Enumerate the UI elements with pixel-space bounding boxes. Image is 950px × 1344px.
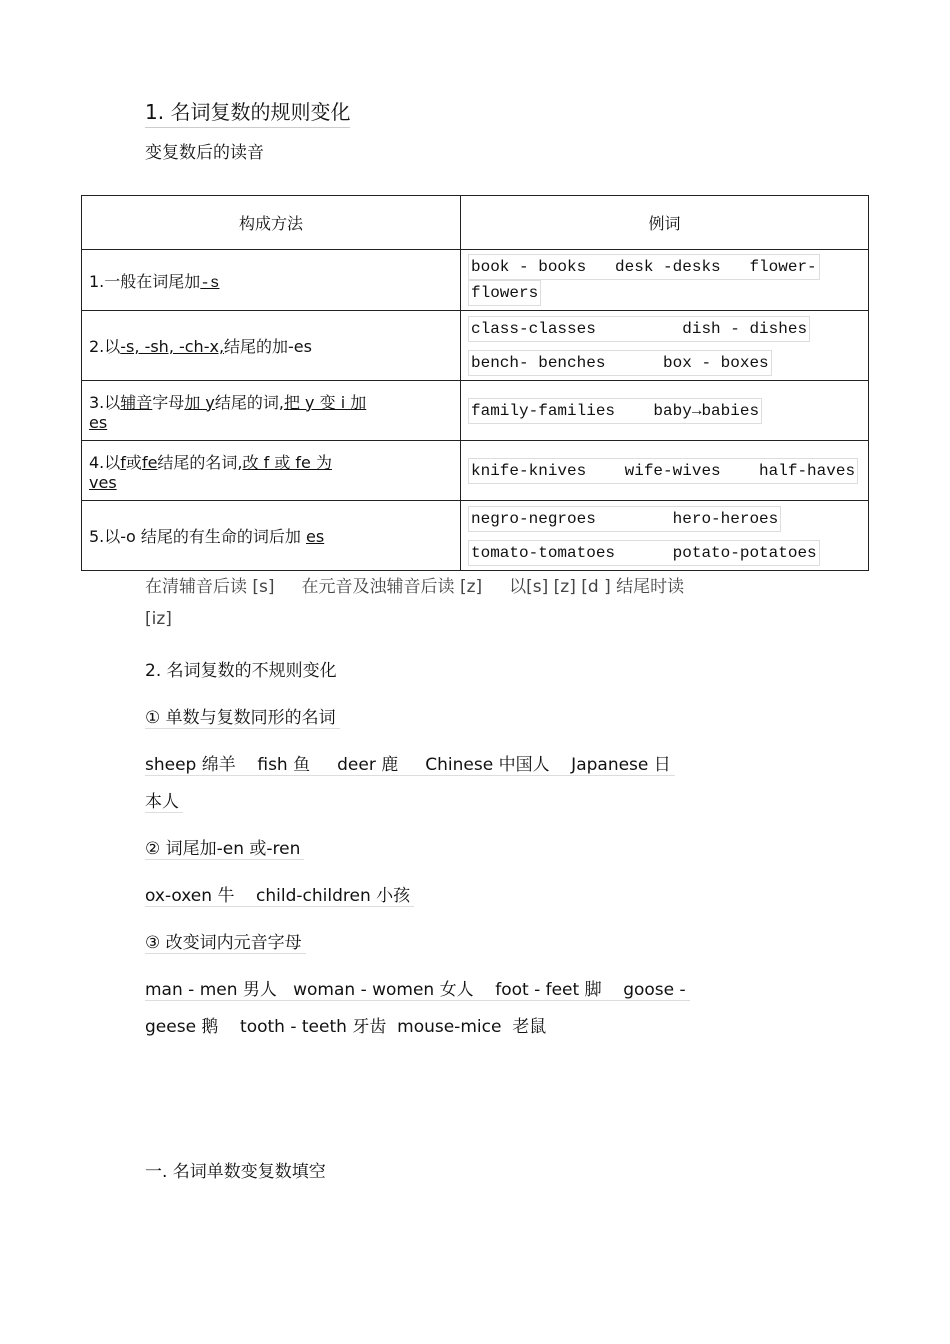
table-row (82, 381, 869, 441)
table-row (82, 501, 869, 571)
pronunciation-rule-line-cont: [iz] (145, 609, 172, 629)
en-ren-examples-line: ox-oxen 牛 child-children 小孩 (145, 881, 414, 907)
table-row (82, 311, 869, 381)
subsection2-title: ② 词尾加-en 或-ren (145, 834, 304, 860)
rule-cell: 4.以f或fe结尾的名词,改 f 或 fe 为 ves (82, 441, 461, 501)
vowel-change-examples-line: man - men 男人 woman - women 女人 foot - feet 脚 goose - (145, 975, 690, 1001)
same-form-examples-line: sheep 绵羊 fish 鱼 deer 鹿 Chinese 中国人 Japanese 日 (145, 750, 675, 776)
pronunciation-subheading: 变复数后的读音 (145, 143, 264, 163)
examples-cell: family-families baby→babies (461, 381, 869, 441)
pronunciation-rule-line: 在清辅音后读 [s] 在元音及浊辅音后读 [z] 以[s] [z] [d ] 结尾时读 (145, 577, 685, 597)
exercise-title: 一. 名词单数变复数填空 (145, 1162, 326, 1182)
table-header-row (82, 196, 869, 250)
examples-cell: negro-negroes hero-heroes tomato-tomatoes potato-potatoes (461, 501, 869, 571)
table-row (82, 250, 869, 311)
examples-cell: knife-knives wife-wives half-haves (461, 441, 869, 501)
rule-cell: 3.以辅音字母加 y结尾的词,把 y 变 i 加 es (82, 381, 461, 441)
plural-rules-table (81, 195, 869, 571)
section2-title: 2. 名词复数的不规则变化 (145, 661, 337, 681)
table-row (82, 441, 869, 501)
subsection3-title: ③ 改变词内元音字母 (145, 928, 306, 954)
page-title: 1. 名词复数的规则变化 (145, 96, 350, 128)
examples-cell: class-classes dish - dishes bench- benches box - boxes (461, 311, 869, 381)
subsection1-title: ① 单数与复数同形的名词 (145, 703, 340, 729)
rule-cell: 5.以-o 结尾的有生命的词后加 es (82, 501, 461, 571)
rule-cell: 1.一般在词尾加-s (82, 250, 461, 311)
rule-cell: 2.以-s, -sh, -ch-x,结尾的加-es (82, 311, 461, 381)
examples-cell: book - books desk -desks flower- flowers (461, 250, 869, 311)
header-examples: 例词 (461, 196, 869, 250)
vowel-change-examples-line-cont: geese 鹅 tooth - teeth 牙齿 mouse-mice 老鼠 (145, 1017, 547, 1037)
header-method: 构成方法 (82, 196, 461, 250)
same-form-examples-line-cont: 本人 (145, 787, 183, 813)
